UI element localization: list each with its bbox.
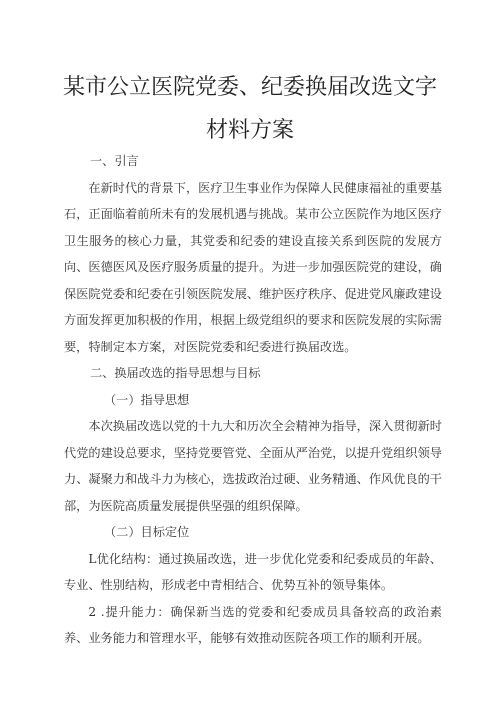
- paragraph-guiding-thought: 本次换届改选以党的十九大和历次全会精神为指导，深入贯彻新时代党的建设总要求，坚持党要管党、全面从严治党，以提升党组织领导力、凝聚力和战斗力为核心，选拔政治过硬、业务精通、作风优良的干部，为医院高质量发展提供坚强的组织保障。: [64, 419, 442, 513]
- section-heading-introduction: 一、引言: [90, 154, 139, 168]
- document-body: [64, 148, 442, 652]
- paragraph-goal-optimize-structure: L优化结构：通过换届改选，进一步优化党委和纪委成员的年龄、专业、性别结构，形成老中青相结合、优势互补的领导集体。: [64, 551, 442, 592]
- document-title-line-1: 某市公立医院党委、纪委换届改选文字: [62, 75, 437, 100]
- paragraph-introduction: 在新时代的背景下，医疗卫生事业作为保障人民健康福祉的重要基石，正面临着前所未有的发展机遇与挑战。某市公立医院作为地区医疗卫生服务的核心力量，其党委和纪委的建设直接关系到医院的发展方向、医德医风及医疗服务质量的提升。为进一步加强医院党的建设，确保医院党委和纪委在引领医院发展、维护医疗秩序、促进党风廉政建设方面发挥更加积极的作用，根据上级党组织的要求和医院发展的实际需要，特制定本方案，对医院党委和纪委进行换届改选。: [64, 180, 442, 354]
- subsection-heading-goal-positioning: （二）目标定位: [104, 525, 190, 539]
- subsection-heading-guiding-thought: （一）指导思想: [104, 392, 190, 407]
- paragraph-goal-improve-ability: 2 .提升能力：确保新当选的党委和纪委成员具备较高的政治素养、业务能力和管理水平，能够有效推动医院各项工作的顺利开展。: [64, 604, 442, 645]
- section-heading-guiding-thought-and-goals: 二、换届改选的指导思想与目标: [90, 366, 261, 380]
- document-title-line-2: 材料方案: [205, 118, 294, 143]
